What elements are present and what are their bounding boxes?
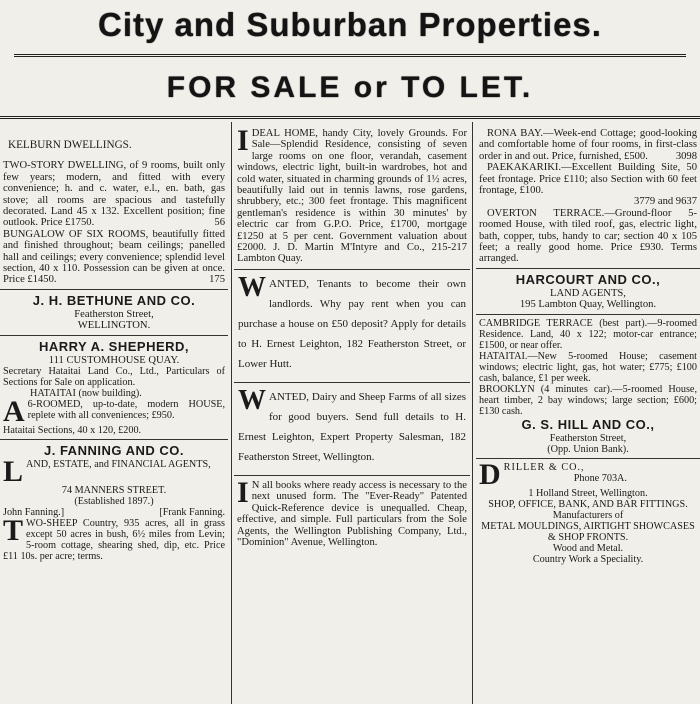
fanning-john: John Fanning.] bbox=[3, 507, 65, 519]
divider bbox=[234, 382, 470, 383]
dropcap-i: I bbox=[237, 124, 249, 157]
books-text: N all books where ready access is necessary to the next unused form. The "Ever-Ready" Patented Quick-Reference device is unequalled. Cheap, effective, and simple. Full particulars from the Sole Agents, the Wellington Publishing Company, Ltd., "Dominion" Avenue, Wellington. bbox=[237, 479, 467, 548]
paekakariki-text: PAEKAKARIKI.—Excellent Building Site, 50 feet frontage. Price £110; also Section with 60 feet frontage, £100. bbox=[479, 162, 697, 197]
hill-street: Featherston Street, bbox=[549, 432, 627, 444]
fanning-street: 74 MANNERS STREET. bbox=[61, 485, 167, 497]
column-right bbox=[476, 122, 700, 704]
rona-bay-listing bbox=[476, 128, 700, 162]
hill-opposite: (Opp. Union Bank). bbox=[547, 443, 629, 455]
divider bbox=[0, 289, 228, 290]
fanning-name: J. FANNING AND CO. bbox=[44, 443, 184, 459]
cambridge-listing: CAMBRIDGE TERRACE (best part).—9-roomed Residence. Land, 40 x 122; motor-car entrance; £1500, or near offer. bbox=[479, 317, 697, 351]
books-listing bbox=[234, 475, 470, 548]
kelburn-listing-1 bbox=[0, 160, 228, 228]
divider bbox=[234, 475, 470, 476]
fanning-line-text: AND, ESTATE, and FINANCIAL AGENTS, bbox=[26, 459, 211, 471]
dropcap-i: I bbox=[237, 475, 249, 509]
bethune-street: Featherston Street, bbox=[74, 308, 154, 320]
kelburn-listing-1-number: 56 bbox=[214, 217, 225, 229]
kelburn-listing-1-text: TWO-STORY DWELLING, of 9 rooms, built only few years; modern, and fitted with every convenience; h. and c. water, e.l., en. bath, gas stove; all rooms are spacious and tastefully decorated. Land 45 x 132. Excellent position; fine outlook. Price £1750. bbox=[3, 160, 225, 229]
driller-country: Country Work a Speciality. bbox=[532, 553, 644, 565]
dropcap-w: W bbox=[238, 384, 266, 416]
brooklyn-listing: BROOKLYN (4 minutes car).—5-roomed House, heart timber, 2 bay windows; large section; £600; £130 cash. bbox=[479, 383, 697, 417]
column-divider bbox=[472, 122, 473, 704]
top-rule bbox=[0, 116, 700, 119]
fanning-partners bbox=[0, 507, 228, 518]
twosheep-listing-text: WO-SHEEP Country, 935 acres, all in grass except 50 acres in bush, 6½ miles from Levin; 5-room cottage, shearing shed, dip, etc. Price £11 10s. per acre; terms. bbox=[3, 518, 225, 563]
driller-mouldings: METAL MOULDINGS, AIRTIGHT SHOWCASES & SHOP FRONTS. bbox=[481, 520, 695, 543]
ideal-home-text: DEAL HOME, handy City, lovely Grounds. For Sale—Splendid Residence, consisting of seven large rooms on one floor, verandah, casement windows, electric light, built-in wardrobes, hot and cold water, situated in charming grounds of 1½ acres, beautifully laid out in tennis lawns, rose gardens, shrubbery, etc.; 300 feet frontage. This magnificent gentleman's residence is within 30 minutes' by electric car from G.P.O. Price, £1700, mortgage £1250 at 5 per cent. Government valuation about £2000. J. D. Martin M'Intyre and Co., 215-217 Lambton Quay. bbox=[237, 128, 467, 265]
dropcap-a: A bbox=[3, 395, 25, 429]
twosheep-listing bbox=[0, 514, 228, 563]
wanted-tenants-text: ANTED, Tenants to become their own landlords. Why pay rent when you can purchase a house on £50 deposit? Apply for details to H. Ernest Leighton, 182 Featherston Street, or Lower Hutt. bbox=[238, 277, 466, 370]
kelburn-listing-2-text: BUNGALOW OF SIX ROOMS, beautifully fitted and finished throughout; beam ceilings; panelled hall and ceilings; every convenience; splendid level section, 40 x 110. Possession can be given at once. Price £1450. bbox=[3, 228, 225, 286]
rona-bay-number: 3098 bbox=[675, 150, 697, 162]
fanning-established: (Established 1897.) bbox=[74, 496, 154, 508]
kelburn-listing-2-number: 175 bbox=[209, 274, 225, 286]
wanted-farms-listing bbox=[234, 384, 470, 467]
bethune-city: WELLINGTON. bbox=[77, 320, 151, 332]
fanning-frank: [Frank Fanning. bbox=[159, 507, 225, 519]
shepherd-name: HARRY A. SHEPHERD, bbox=[38, 338, 190, 354]
driller-name: RILLER & CO., bbox=[503, 461, 585, 473]
hataitai-listing bbox=[0, 395, 228, 429]
hataitai-label: HATAITAI (now building). bbox=[30, 388, 142, 400]
dropcap-w: W bbox=[238, 271, 266, 303]
paekakariki-number: 3779 and 9637 bbox=[634, 196, 697, 208]
driller-phone: Phone 703A. bbox=[573, 472, 627, 484]
wanted-farms-text: ANTED, Dairy and Sheep Farms of all sizes for good buyers. Send full details to H. Ernest Leighton, Expert Property Salesman, 182 Featherston Street, Wellington. bbox=[238, 390, 466, 463]
overton-listing: OVERTON TERRACE.—Ground-floor 5-roomed House, with tiled roof, gas, electric light, bath, copper, tubs, handy to car; section 40 x 105 feet; a really good home. Price £930. Terms arranged. bbox=[479, 207, 697, 265]
masthead-title: City and Suburban Properties. bbox=[98, 6, 602, 43]
divider bbox=[476, 314, 700, 315]
shepherd-text: Secretary Hataitai Land Co., Ltd., Particulars of Sections for Sale on application. bbox=[3, 366, 225, 389]
hataitai-listing-text: 6-ROOMED, up-to-date, modern HOUSE, replete with all conveniences; £950. bbox=[27, 399, 225, 422]
divider bbox=[0, 335, 228, 336]
harcourt-address: 195 Lambton Quay, Wellington. bbox=[519, 299, 657, 311]
subhead-title: FOR SALE or TO LET. bbox=[166, 71, 534, 104]
column-middle bbox=[234, 122, 470, 704]
rona-bay-text: RONA BAY.—Week-end Cottage; good-looking and comfortable home of four rooms, in first-class order in and out. Price, furnished, £500. bbox=[479, 128, 697, 162]
divider bbox=[476, 268, 700, 269]
fanning-line bbox=[0, 455, 228, 489]
divider bbox=[0, 439, 228, 440]
driller-address: 1 Holland Street, Wellington. bbox=[528, 487, 648, 499]
driller-wood: Wood and Metal. bbox=[552, 542, 624, 554]
column-divider bbox=[231, 122, 232, 704]
paekakariki-listing bbox=[476, 162, 700, 196]
kelburn-listing-2 bbox=[0, 229, 228, 286]
hataitai-sections: Hataitai Sections, 40 x 120, £200. bbox=[3, 425, 142, 437]
driller-manufacturers: Manufacturers of bbox=[552, 509, 624, 521]
driller-fittings: SHOP, OFFICE, BANK, AND BAR FITTINGS. bbox=[488, 498, 688, 510]
divider bbox=[476, 458, 700, 459]
ideal-home-listing bbox=[234, 124, 470, 265]
divider bbox=[234, 269, 470, 270]
dropcap-l: L bbox=[3, 455, 24, 489]
wanted-tenants-listing bbox=[234, 271, 470, 374]
harcourt-name: HARCOURT AND CO., bbox=[515, 271, 661, 287]
column-left bbox=[0, 122, 228, 704]
kelburn-title: KELBURN DWELLINGS. bbox=[8, 139, 132, 151]
bethune-name: J. H. BETHUNE AND CO. bbox=[32, 292, 196, 308]
dropcap-t: T bbox=[3, 514, 24, 548]
harcourt-sub: LAND AGENTS, bbox=[550, 287, 626, 299]
dropcap-d: D bbox=[479, 457, 501, 491]
hataitai-listing: HATAITAI.—New 5-roomed House; casement windows; electric light, gas, hot water; £775; £100 cash, balance, £1 per week. bbox=[479, 350, 697, 384]
shepherd-address: 111 CUSTOMHOUSE QUAY. bbox=[48, 354, 180, 366]
hill-name: G. S. HILL AND CO., bbox=[521, 416, 655, 432]
